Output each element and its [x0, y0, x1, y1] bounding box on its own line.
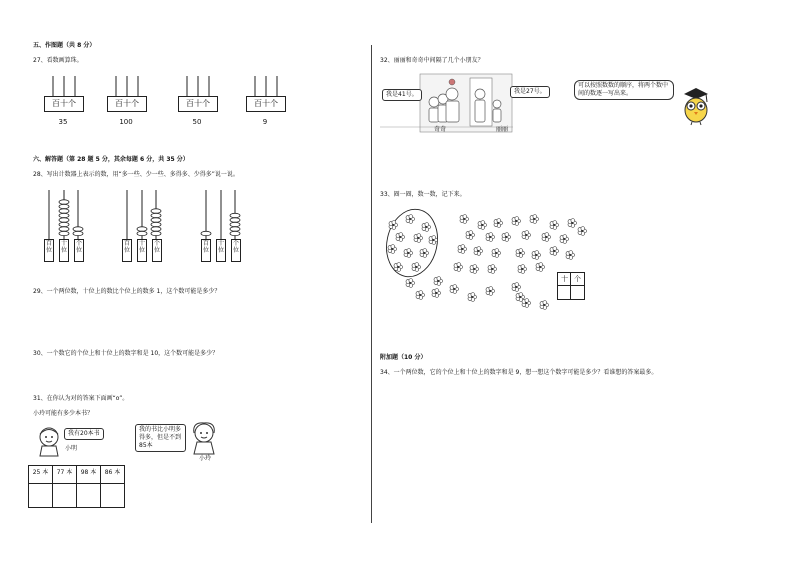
boy-icon [34, 425, 64, 457]
grid-header-ones: 个 [574, 275, 581, 283]
place-label-hundreds: 百位 [122, 239, 132, 262]
flower-icon [406, 279, 415, 288]
children-line-illustration [380, 72, 513, 134]
question-28: 28、写出计数器上表示的数，用“多一些、少一些、多得多、少得多”说一说。 [33, 171, 239, 178]
question-31-sub: 小玲可能有多少本书？ [33, 410, 94, 417]
flower-icon [470, 265, 479, 274]
place-label-hundreds: 百位 [44, 239, 54, 262]
flower-icon [512, 217, 521, 226]
place-label-tens: 十位 [137, 239, 147, 262]
answer-cell[interactable] [101, 484, 125, 508]
qiqi-speech-bubble: 我是41号。 [382, 89, 422, 101]
flower-icon [460, 215, 469, 224]
xiaoming-speech-bubble: 我有20本书 [64, 428, 104, 440]
abacus-number: 9 [262, 118, 268, 126]
flower-icon [566, 251, 575, 260]
flower-icon [540, 301, 549, 310]
answer-cell[interactable] [29, 484, 53, 508]
answer-option: 86 本 [101, 466, 125, 484]
extra-title: 附加题（10 分） [380, 354, 427, 361]
answer-cell[interactable] [77, 484, 101, 508]
flower-icon [420, 249, 429, 258]
abacus-rods [246, 76, 286, 96]
question-29: 29、一个两位数，十位上的数比个位上的数多 1，这个数可能是多少？ [33, 288, 221, 295]
flower-icon [432, 289, 441, 298]
flower-icon [550, 221, 559, 230]
owl-mascot-icon [680, 86, 712, 126]
place-label-ones: 个位 [74, 239, 84, 262]
section6-title: 六、解答题（第 28 题 5 分，其余每题 6 分，共 35 分） [33, 156, 189, 163]
flower-icon [422, 223, 431, 232]
grid-header-tens: 十 [561, 275, 568, 283]
question-34: 34、一个两位数，它的个位上和十位上的数字和是 9，想一想这个数字可能是多少？看谁想的答案最多。 [380, 369, 658, 376]
flower-icon [478, 221, 487, 230]
question-27: 27、看数画算珠。 [33, 57, 83, 64]
abacus-base: 百十个 [178, 96, 218, 112]
flower-icon [396, 233, 405, 242]
xiaoling-name: 小玲 [199, 455, 212, 462]
answer-cell[interactable] [53, 484, 77, 508]
qiqi-name: 奇奇 [434, 126, 447, 133]
abacus-rods [44, 76, 84, 96]
flower-icon [522, 299, 531, 308]
flower-icon [414, 234, 423, 243]
xiaoming-name: 小明 [65, 445, 78, 452]
flower-icon [530, 215, 539, 224]
flower-icon [568, 219, 577, 228]
answer-option: 77 本 [53, 466, 77, 484]
flower-icon [429, 236, 438, 245]
abacus-number: 100 [119, 118, 133, 126]
flower-icon [468, 293, 477, 302]
answer-option: 25 本 [29, 466, 53, 484]
flower-icon [466, 231, 475, 240]
flower-icon [474, 247, 483, 256]
place-label-ones: 个位 [231, 239, 241, 262]
flower-icon [388, 245, 397, 254]
flower-icon [416, 291, 425, 300]
flower-icon [486, 287, 495, 296]
counter-2-beads [118, 190, 168, 240]
flower-icon [488, 265, 497, 274]
flower-icon [536, 263, 545, 272]
flower-icon [512, 283, 521, 292]
column-divider [371, 45, 372, 523]
flower-icon [450, 285, 459, 294]
flower-icon [389, 221, 398, 230]
flower-icon [458, 245, 467, 254]
flower-icon [560, 235, 569, 244]
flower-icon [494, 219, 503, 228]
question-32: 32、丽丽和奇奇中间隔了几个小朋友？ [380, 57, 484, 64]
flower-icon [434, 277, 443, 286]
abacus-number: 50 [192, 118, 202, 126]
flower-icon [550, 247, 559, 256]
flower-icon [404, 249, 413, 258]
flower-icon [454, 263, 463, 272]
abacus-base: 百十个 [44, 96, 84, 112]
answer-table [28, 465, 125, 508]
abacus-base: 百十个 [107, 96, 147, 112]
lili-name: 丽丽 [496, 126, 509, 133]
abacus-base: 百十个 [246, 96, 286, 112]
flower-icon [516, 249, 525, 258]
flower-icon [532, 251, 541, 260]
section5-title: 五、作图题（共 8 分） [33, 42, 96, 49]
flower-icon [394, 263, 403, 272]
question-30: 30、一个数它的个位上和十位上的数字和是 10，这个数可能是多少？ [33, 350, 219, 357]
abacus-number: 35 [58, 118, 68, 126]
flower-icon [412, 263, 421, 272]
counter-3-beads [197, 190, 247, 240]
flower-icon [492, 249, 501, 258]
place-label-tens: 十位 [59, 239, 69, 262]
question-31: 31、在你认为对的答案下面画“o”。 [33, 395, 129, 402]
place-label-ones: 个位 [152, 239, 162, 262]
place-label-hundreds: 百位 [201, 239, 211, 262]
place-label-tens: 十位 [216, 239, 226, 262]
abacus-rods [107, 76, 147, 96]
flower-icon [518, 265, 527, 274]
flower-icon [406, 215, 415, 224]
flower-icon [522, 231, 531, 240]
counter-1-beads [40, 190, 90, 240]
girl-icon [187, 420, 221, 456]
flower-icon [502, 233, 511, 242]
xiaoling-speech-bubble: 我的书比小明多得多，但是不到85本 [135, 424, 186, 452]
flower-icon [578, 227, 587, 236]
abacus-rods [178, 76, 218, 96]
flower-icon [542, 233, 551, 242]
question-33: 33、圈一圈，数一数，记下来。 [380, 191, 466, 198]
lili-speech-bubble: 我是27号。 [510, 86, 550, 98]
answer-option: 98 本 [77, 466, 101, 484]
flower-icon [486, 233, 495, 242]
hint-bubble: 可以按照数数的顺序，将两个数中间的数逐一写出来。 [574, 80, 674, 100]
